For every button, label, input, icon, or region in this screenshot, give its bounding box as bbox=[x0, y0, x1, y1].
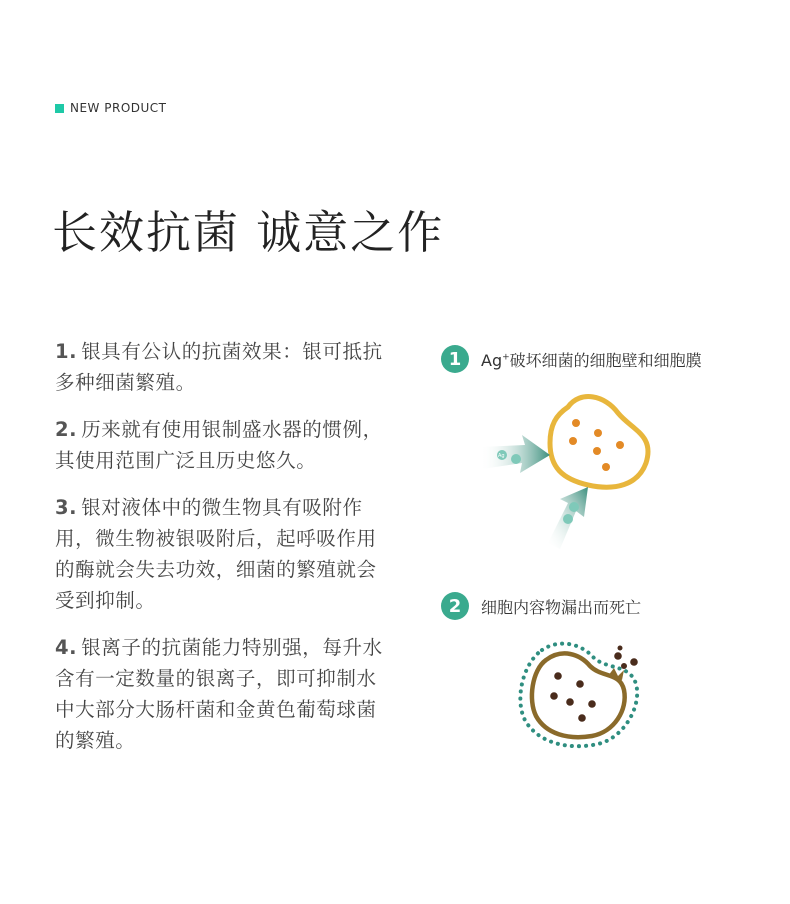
cell-dot bbox=[602, 463, 610, 471]
accent-square-icon bbox=[55, 104, 64, 113]
tag-label: NEW PRODUCT bbox=[70, 101, 167, 115]
cell-dot bbox=[593, 447, 601, 455]
benefit-list bbox=[55, 336, 390, 772]
step-2-caption bbox=[441, 592, 641, 620]
benefit-text: 银离子的抗菌能力特别强，每升水含有一定数量的银离子，即可抑制水中大部分大肠杆菌和金黄色葡萄球菌的繁殖。 bbox=[55, 636, 383, 752]
cell-dot bbox=[594, 429, 602, 437]
benefit-item bbox=[55, 336, 390, 398]
silver-ion bbox=[563, 514, 573, 524]
cell-dot bbox=[572, 419, 580, 427]
dying-bacteria-illustration bbox=[512, 640, 672, 752]
damaged-cell bbox=[532, 653, 625, 737]
leaked-dot bbox=[630, 658, 638, 666]
benefit-item bbox=[55, 632, 390, 756]
leaked-dot bbox=[614, 652, 622, 660]
bacteria-attack-illustration bbox=[470, 385, 670, 555]
content-dot bbox=[554, 672, 562, 680]
benefit-text: 历来就有使用银制盛水器的惯例，其使用范围广泛且历史悠久。 bbox=[55, 418, 383, 472]
step-1-caption bbox=[441, 345, 702, 373]
benefit-number: 4. bbox=[55, 636, 78, 659]
page-title: 长效抗菌 诚意之作 bbox=[52, 206, 445, 259]
benefit-number: 3. bbox=[55, 496, 78, 519]
content-dot bbox=[576, 680, 584, 688]
silver-ion-arrow bbox=[480, 435, 550, 473]
new-product-tag bbox=[55, 101, 167, 115]
step-badge-2: 2 bbox=[441, 592, 469, 620]
benefit-text: 银对液体中的微生物具有吸附作用，微生物被银吸附后，起呼吸作用的酶就会失去功效，细菌的繁殖就会受到抑制。 bbox=[55, 496, 377, 612]
step-2-label: 细胞内容物漏出而死亡 bbox=[481, 597, 642, 617]
silver-ion bbox=[569, 502, 579, 512]
content-dot bbox=[588, 700, 596, 708]
silver-ion bbox=[511, 454, 521, 464]
benefit-number: 1. bbox=[55, 340, 78, 363]
content-dot bbox=[566, 698, 574, 706]
leaked-dot bbox=[618, 646, 623, 651]
ion-label: Ag bbox=[498, 453, 505, 459]
bacteria-cell bbox=[550, 397, 648, 488]
cell-dot bbox=[569, 437, 577, 445]
leaked-dot bbox=[621, 663, 627, 669]
content-dot bbox=[578, 714, 586, 722]
benefit-number: 2. bbox=[55, 418, 78, 441]
benefit-item bbox=[55, 492, 390, 616]
content-dot bbox=[550, 692, 558, 700]
step-badge-1: 1 bbox=[441, 345, 469, 373]
benefit-text: 银具有公认的抗菌效果：银可抵抗多种细菌繁殖。 bbox=[55, 340, 383, 394]
step-1-label: Ag+破坏细菌的细胞壁和细胞膜 bbox=[481, 350, 702, 370]
cell-dot bbox=[616, 441, 624, 449]
benefit-item bbox=[55, 414, 390, 476]
